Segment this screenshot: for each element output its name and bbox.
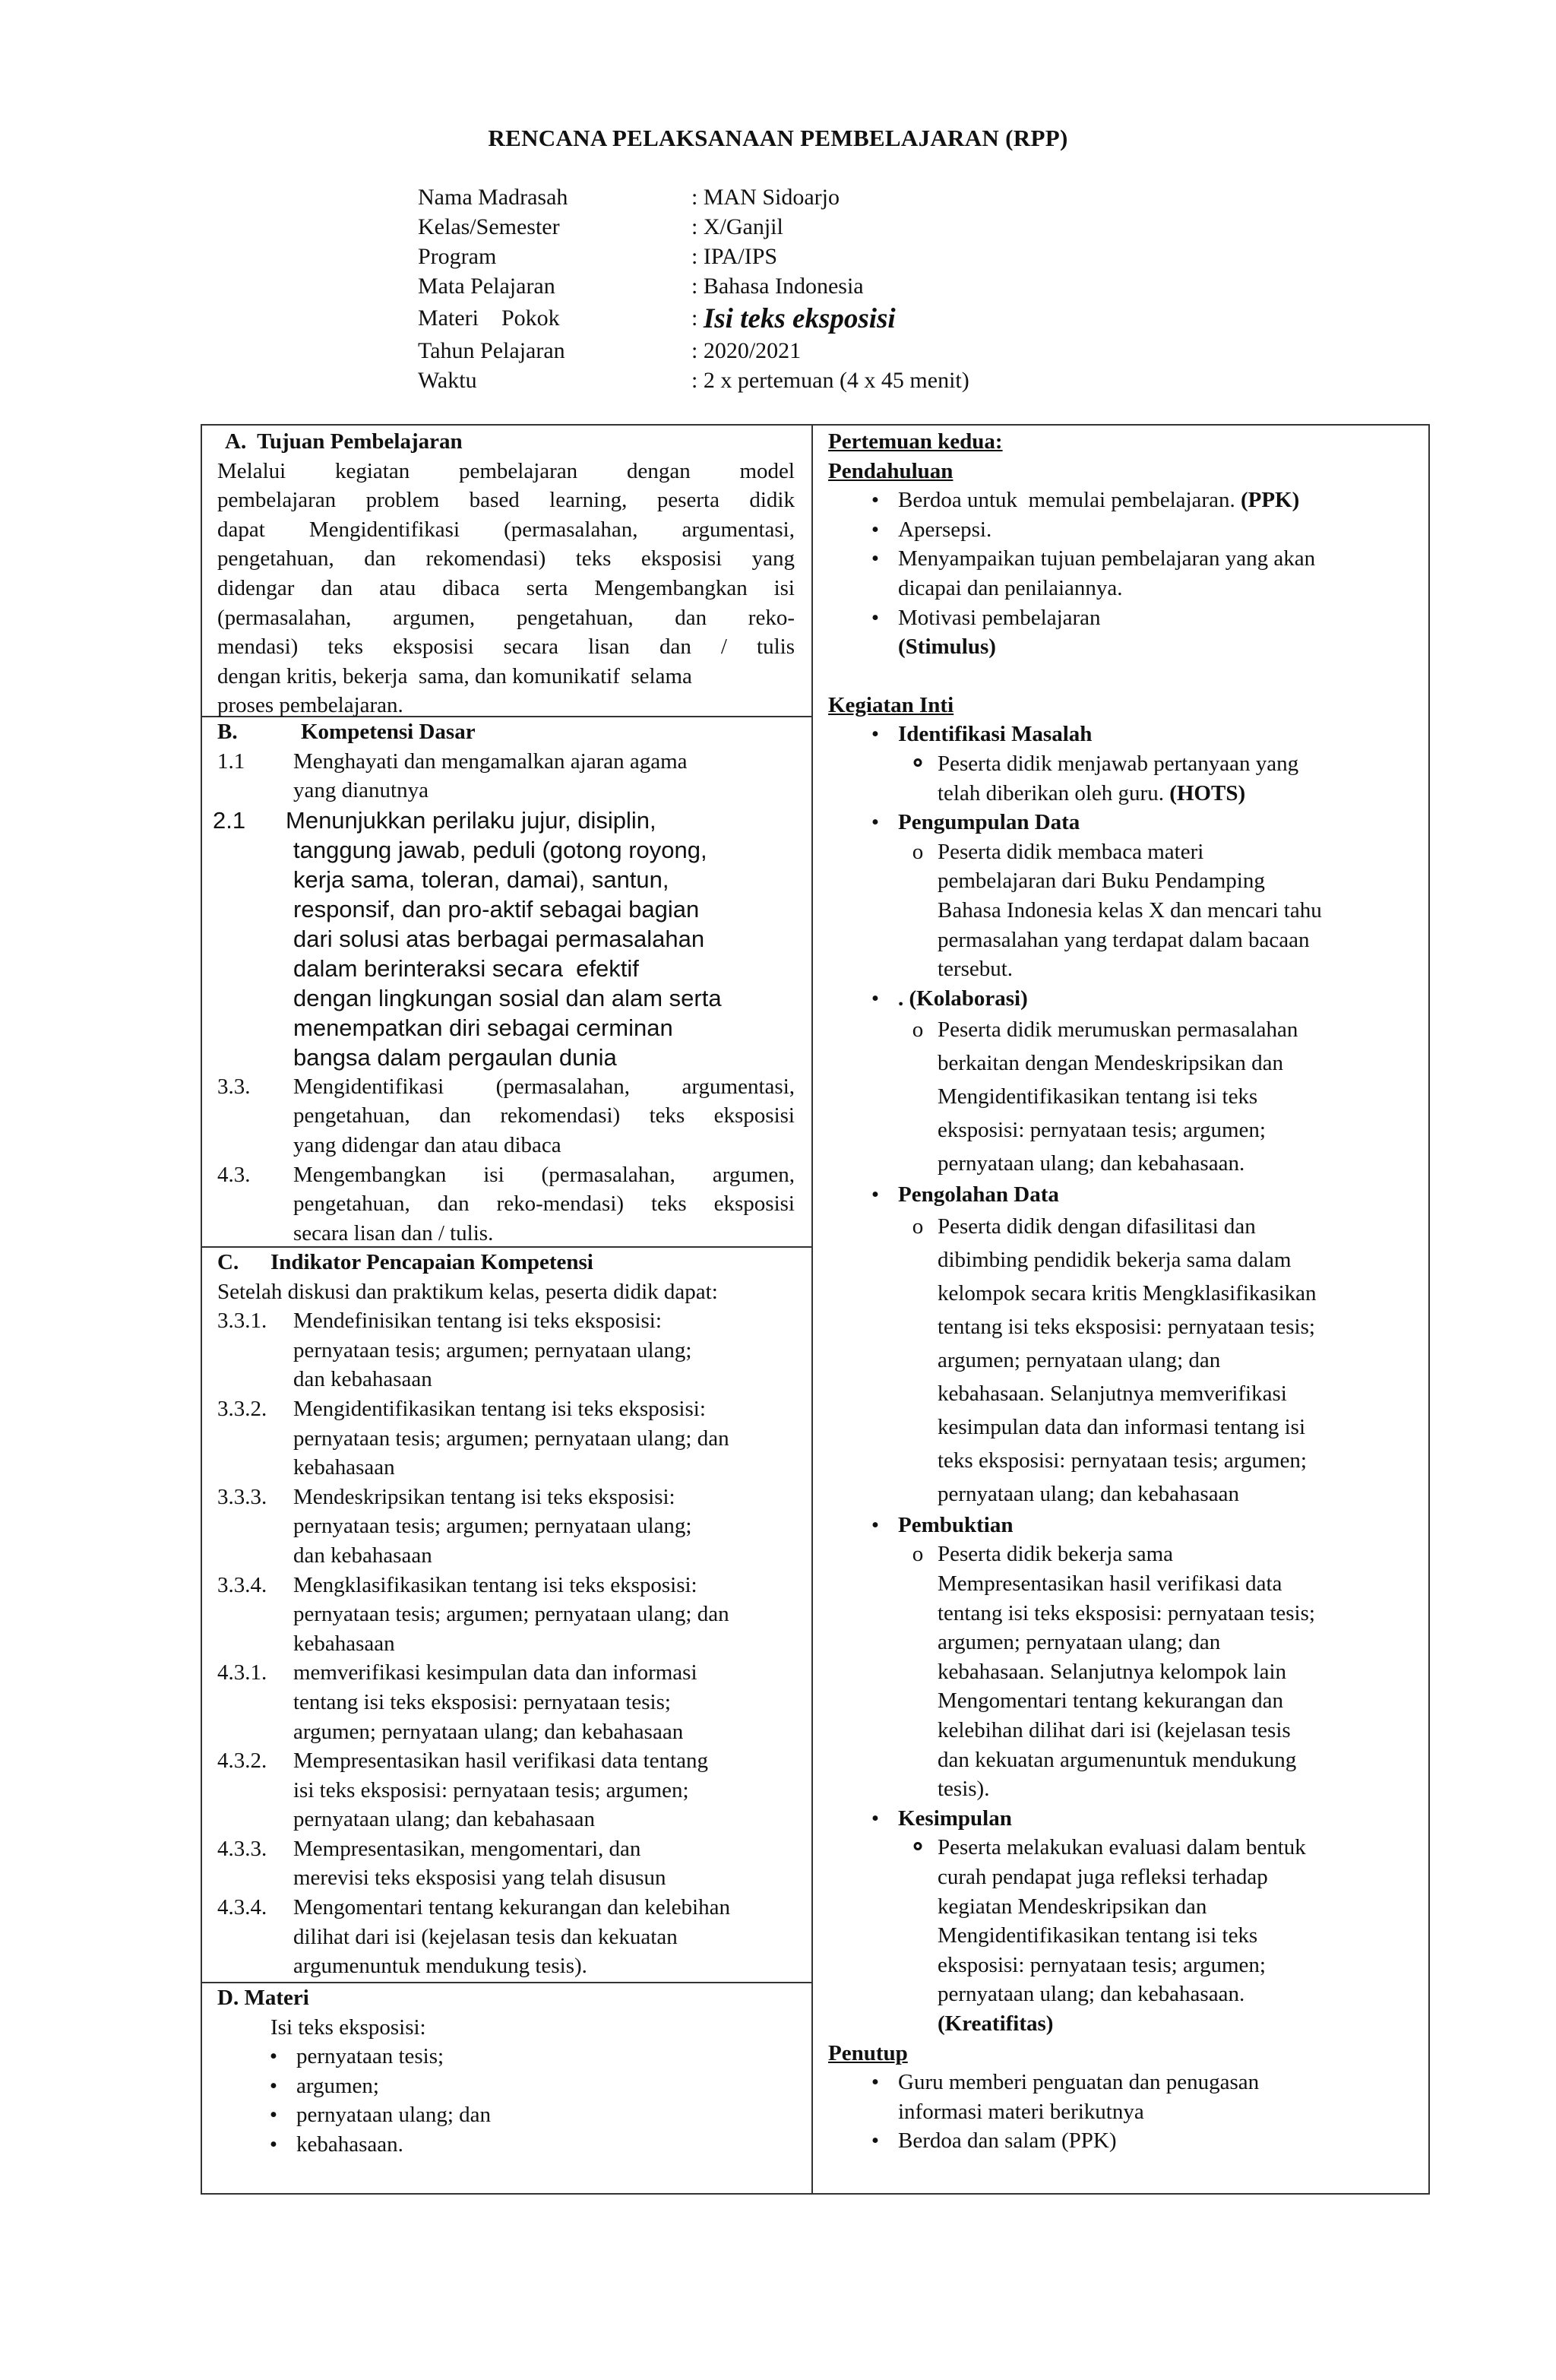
heading-text: Indikator Pencapaian Kompetensi [270, 1250, 593, 1274]
indikator-text [293, 1571, 795, 1659]
text-line: pernyataan ulang; dan kebahasaan [293, 1807, 595, 1832]
section-materi [217, 1983, 795, 2160]
text-line: Melalui kegiatan pembelajaran dengan model [217, 458, 795, 483]
list-item [852, 2068, 1421, 2126]
identity-row [418, 182, 969, 212]
identity-block [418, 182, 969, 395]
bullet-icon: • [269, 2132, 278, 2157]
text-line: pernyataan tesis; argumen; pernyataan ulang; [293, 1514, 692, 1539]
penutup-heading: Penutup [828, 2040, 908, 2065]
list-item [852, 1180, 1421, 1210]
materi-text: pernyataan tesis; [296, 2044, 444, 2069]
sub-text: Peserta didik membaca materi pembelajaran dari Buku Pendamping Bahasa Indonesia kelas X dan mencari tahu permasalahan yang terdapat dalam bacaan tersebut. [938, 839, 1322, 982]
sub-text: Peserta melakukan evaluasi dalam bentuk curah pendapat juga refleksi terhadap kegiatan Mendeskripsikan dan Mengidentifikasikan tentang isi teks eksposisi: pernyataan tesis; argumen; pernyataan ulang; dan kebahasaan. (Kreatifitas) [938, 1833, 1421, 2038]
list-item [852, 1804, 1421, 1834]
heading-letter: C. [217, 1250, 239, 1274]
section-heading [217, 1248, 795, 1277]
text-line: Menunjukkan perilaku jujur, disiplin, [286, 806, 656, 834]
kd-number: 2.1 [213, 806, 246, 834]
penutup-list [828, 2068, 1421, 2156]
identity-value: : X/Ganjil [691, 214, 783, 239]
list-item [852, 2126, 1421, 2156]
heading-letter: B. [217, 720, 238, 744]
bullet-icon: • [871, 517, 880, 542]
bullet-icon: • [269, 2044, 278, 2069]
identity-key: Nama Madrasah [418, 184, 568, 210]
indikator-item [217, 1746, 795, 1834]
indikator-number: 3.3.1. [217, 1309, 267, 1334]
text-line: Mempresentasikan hasil verifikasi data tentang [293, 1749, 708, 1774]
text-line: Mengklasifikasikan tentang isi teks eksposisi: [293, 1572, 697, 1597]
indikator-text [293, 1746, 795, 1834]
kd-item [217, 747, 795, 805]
section-heading [217, 717, 795, 747]
identity-value: : MAN Sidoarjo [691, 184, 840, 210]
indikator-number: 3.3.4. [217, 1572, 267, 1597]
list-item [852, 544, 1421, 603]
kd-text [286, 805, 795, 1072]
list-item [852, 808, 1421, 837]
identity-row [418, 212, 969, 242]
text-line: Menghayati dan mengamalkan ajaran agama [293, 748, 688, 774]
kd-item [217, 1072, 795, 1160]
sub-text: Peserta didik bekerja sama Mempresentasikan hasil verifikasi data tentang isi teks eksposisi: pernyataan tesis; argumen; pernyataan ulang; dan kebahasaan. Selanjutnya kelompok lain Mengomentari tentang kekurangan dan kelebihan dilihat dari isi (kejelasan tesis dan kekuatan argumenuntuk mendukung tesis). [938, 1542, 1315, 1802]
sub-item [852, 1013, 1421, 1180]
indikator-item [217, 1834, 795, 1893]
materi-text: kebahasaan. [296, 2132, 403, 2157]
rpp-table [201, 424, 1430, 2195]
hollow-bullet-icon: o [912, 1214, 924, 1239]
materi-item [251, 2100, 795, 2130]
text-line: responsif, dan pro-aktif sebagai bagian [293, 895, 700, 923]
indikator-number: 4.3.3. [217, 1836, 267, 1861]
text-line: merevisi teks eksposisi yang telah disusun [293, 1866, 666, 1891]
hollow-bullet-icon: o [912, 1542, 924, 1567]
text-line: pengetahuan, dan reko-mendasi) teks eksposisi [293, 1192, 795, 1217]
stimulus-label: (Stimulus) [898, 635, 996, 660]
text-line: pembelajaran problem based learning, peserta didik [217, 488, 795, 513]
text-line: didengar dan atau dibaca serta Mengembangkan isi [217, 575, 795, 600]
bullet-icon: • [871, 810, 880, 835]
text-line: Mendeskripsikan tentang isi teks eksposisi: [293, 1484, 675, 1509]
text-line: isi teks eksposisi: pernyataan tesis; argumen; [293, 1777, 689, 1802]
text-line: kebahasaan [293, 1455, 395, 1480]
text-line: Mengidentifikasikan tentang isi teks eksposisi: [293, 1396, 706, 1421]
indikator-intro: Setelah diskusi dan praktikum kelas, peserta didik dapat: [217, 1279, 718, 1304]
hollow-bullet-icon: o [912, 1018, 924, 1043]
text-line: dengan lingkungan sosial dan alam serta [293, 984, 722, 1011]
indikator-number: 4.3.4. [217, 1895, 267, 1920]
materi-item [251, 2071, 795, 2101]
identity-value: : 2020/2021 [691, 337, 802, 363]
text-line: dalam berinteraksi secara efektif [293, 954, 639, 982]
indikator-text [293, 1394, 795, 1483]
pendahuluan-list [828, 486, 1421, 662]
bullet-icon: • [871, 1182, 880, 1207]
text-line: proses pembelajaran. [217, 693, 403, 718]
text-line: dan kebahasaan [293, 1543, 432, 1568]
text-line: pernyataan tesis; argumen; pernyataan ulang; dan [293, 1426, 729, 1451]
meeting-heading: Pertemuan kedua: [828, 429, 1003, 454]
step-title: Identifikasi Masalah [898, 722, 1093, 747]
item-text: Motivasi pembelajaran (Stimulus) [898, 603, 1421, 662]
materi-item [251, 2042, 795, 2071]
item-text: Menyampaikan tujuan pembelajaran yang akan dicapai dan penilaiannya. [898, 546, 1316, 600]
materi-item [251, 2130, 795, 2160]
document-title: RENCANA PELAKSANAAN PEMBELAJARAN (RPP) [488, 125, 1068, 151]
list-item [852, 603, 1421, 662]
text-line: argumenuntuk mendukung tesis). [293, 1954, 587, 1979]
item-text: Guru memberi penguatan dan penugasan informasi materi berikutnya [898, 2070, 1260, 2124]
item-text: Apersepsi. [898, 517, 992, 542]
step-title: Pengumpulan Data [898, 810, 1080, 835]
section-indikator [217, 1248, 795, 1981]
kd-item [213, 805, 795, 1072]
identity-row [418, 336, 969, 366]
text-line: argumen; pernyataan ulang; dan kebahasaan [293, 1719, 684, 1744]
text-line: kerja sama, toleran, damai), santun, [293, 866, 669, 893]
materi-text: argumen; [296, 2073, 379, 2098]
text-line: tentang isi teks eksposisi: pernyataan tesis; [293, 1689, 671, 1714]
identity-key: Tahun Pelajaran [418, 337, 565, 363]
identity-row [418, 242, 969, 271]
bullet-icon: • [871, 1806, 880, 1831]
hollow-bullet-icon: o [912, 839, 924, 864]
text-line: pengetahuan, dan rekomendasi) teks eksposisi [293, 1103, 795, 1128]
sub-text: Peserta didik merumuskan permasalahan berkaitan dengan Mendeskripsikan dan Mengidentifikasikan tentang isi teks eksposisi: pernyataan tesis; argumen; pernyataan ulang; dan kebahasaan. [938, 1018, 1298, 1176]
inti-list [828, 720, 1421, 2038]
kd-text [293, 1072, 795, 1160]
identity-key: Kelas/Semester [418, 214, 560, 239]
text-line: menempatkan diri sebagai cerminan [293, 1014, 673, 1041]
materi-text: pernyataan ulang; dan [296, 2103, 492, 2128]
text-line: mendasi) teks eksposisi secara lisan dan / tulis [217, 635, 795, 660]
indikator-number: 3.3.2. [217, 1396, 267, 1421]
column-divider [811, 426, 813, 2193]
indikator-text [293, 1893, 795, 1981]
heading-text: Kompetensi Dasar [301, 720, 476, 744]
sub-item [852, 749, 1421, 808]
indikator-text [293, 1306, 795, 1394]
identity-value-materi: Isi teks eksposisi [703, 302, 896, 334]
identity-value: : IPA/IPS [691, 243, 778, 269]
indikator-number: 4.3.2. [217, 1749, 267, 1774]
indikator-item [217, 1306, 795, 1394]
bullet-icon: • [871, 488, 880, 513]
text-line: yang didengar dan atau dibaca [293, 1132, 561, 1157]
list-item [852, 1511, 1421, 1540]
kd-text [293, 747, 795, 805]
bullet-icon: • [871, 605, 880, 630]
ring-bullet-icon: ⚬ [908, 751, 928, 776]
item-text: Berdoa untuk memulai pembelajaran. (PPK) [898, 488, 1300, 513]
bullet-icon: • [871, 2128, 880, 2154]
bullet-icon: • [871, 1512, 880, 1537]
text-line: Mengembangkan isi (permasalahan, argumen, [293, 1162, 795, 1187]
text-line: Mendefinisikan tentang isi teks eksposisi: [293, 1309, 662, 1334]
text-line: (permasalahan, argumen, pengetahuan, dan reko- [217, 605, 795, 630]
section-tujuan [217, 427, 795, 720]
section-heading: D. Materi [217, 1986, 309, 2010]
indikator-number: 4.3.1. [217, 1660, 267, 1685]
kd-text [293, 1160, 795, 1249]
identity-row [418, 271, 969, 301]
kd-number: 3.3. [217, 1074, 251, 1099]
text-line: Mengidentifikasi (permasalahan, argumentasi, [293, 1074, 795, 1099]
kd-number: 4.3. [217, 1162, 251, 1187]
identity-key: Materi Pokok [418, 305, 560, 331]
text-line: Mempresentasikan, mengomentari, dan [293, 1836, 641, 1861]
list-item [852, 486, 1421, 515]
kd-number: 1.1 [217, 748, 245, 774]
sub-item [852, 1210, 1421, 1511]
bullet-icon: • [871, 986, 880, 1011]
pendahuluan-heading: Pendahuluan [828, 458, 954, 483]
section-kompetensi [213, 717, 795, 1248]
indikator-item [217, 1394, 795, 1483]
identity-key: Waktu [418, 367, 477, 393]
text-line: kebahasaan [293, 1631, 395, 1656]
text-line: yang dianutnya [293, 778, 429, 803]
step-title: Pembuktian [898, 1512, 1014, 1537]
inti-heading: Kegiatan Inti [828, 692, 954, 717]
indikator-text [293, 1658, 795, 1746]
text-line: dan kebahasaan [293, 1367, 432, 1392]
indikator-list [217, 1306, 795, 1981]
kreatifitas-label: (Kreatifitas) [938, 2011, 1054, 2036]
identity-key: Program [418, 243, 497, 269]
step-title: Kesimpulan [898, 1806, 1012, 1831]
identity-row [418, 301, 969, 336]
indikator-text [293, 1834, 795, 1893]
sub-item [852, 837, 1421, 984]
section-pertemuan [828, 427, 1421, 2156]
bullet-icon: • [871, 2070, 880, 2095]
text-line: pengetahuan, dan rekomendasi) teks eksposisi yang [217, 546, 795, 571]
text-line: pernyataan tesis; argumen; pernyataan ulang; [293, 1337, 692, 1362]
indikator-item [217, 1658, 795, 1746]
sub-item [852, 1540, 1421, 1803]
bullet-icon: • [269, 2103, 278, 2128]
step-title: . (Kolaborasi) [898, 986, 1028, 1011]
text-line: dari solusi atas berbagai permasalahan [293, 925, 705, 952]
list-item [852, 984, 1421, 1014]
indikator-item [217, 1571, 795, 1659]
text-line: Mengomentari tentang kekurangan dan kelebihan [293, 1895, 730, 1920]
bullet-icon: • [269, 2073, 278, 2098]
identity-value: : Bahasa Indonesia [691, 273, 864, 299]
kd-item [217, 1160, 795, 1249]
item-text: Berdoa dan salam (PPK) [898, 2128, 1117, 2154]
bullet-icon: • [871, 722, 880, 747]
sub-text: Peserta didik menjawab pertanyaan yang telah diberikan oleh guru. (HOTS) [938, 751, 1299, 805]
tujuan-text [217, 457, 795, 720]
text-line: dapat Mengidentifikasi (permasalahan, argumentasi, [217, 517, 795, 542]
text-line: dilihat dari isi (kejelasan tesis dan kekuatan [293, 1924, 678, 1949]
identity-key: Mata Pelajaran [418, 273, 555, 299]
text-line: secara lisan dan / tulis. [293, 1220, 494, 1245]
indikator-text [293, 1483, 795, 1571]
list-item [852, 720, 1421, 749]
indikator-number: 3.3.3. [217, 1484, 267, 1509]
text-line: bangsa dalam pergaulan dunia [293, 1043, 617, 1071]
sub-text: Peserta didik dengan difasilitasi dan dibimbing pendidik bekerja sama dalam kelompok secara kritis Mengklasifikasikan tentang isi teks eksposisi: pernyataan tesis; argumen; pernyataan ulang; dan kebahasaan. Selanjutnya memverifikasi kesimpulan data dan informasi tentang isi teks eksposisi: pernyataan tesis; argumen; pernyataan ulang; dan kebahasaan [938, 1214, 1317, 1506]
sub-item [852, 1833, 1421, 2038]
text-line: memverifikasi kesimpulan data dan informasi [293, 1660, 697, 1685]
materi-intro: Isi teks eksposisi: [270, 2014, 426, 2040]
identity-row [418, 366, 969, 395]
bullet-icon: • [871, 546, 880, 571]
section-heading: A. Tujuan Pembelajaran [225, 429, 463, 454]
text-line: tanggung jawab, peduli (gotong royong, [293, 836, 707, 863]
identity-value: : 2 x pertemuan (4 x 45 menit) [691, 367, 969, 393]
materi-list [217, 2042, 795, 2159]
text-line: dengan kritis, bekerja sama, dan komunikatif selama [217, 663, 692, 688]
identity-value-prefix: : [691, 305, 704, 331]
ring-bullet-icon: ⚬ [908, 1835, 928, 1860]
step-title: Pengolahan Data [898, 1182, 1059, 1207]
indikator-item [217, 1483, 795, 1571]
list-item [852, 515, 1421, 545]
indikator-item [217, 1893, 795, 1981]
text-line: pernyataan tesis; argumen; pernyataan ulang; dan [293, 1602, 729, 1627]
